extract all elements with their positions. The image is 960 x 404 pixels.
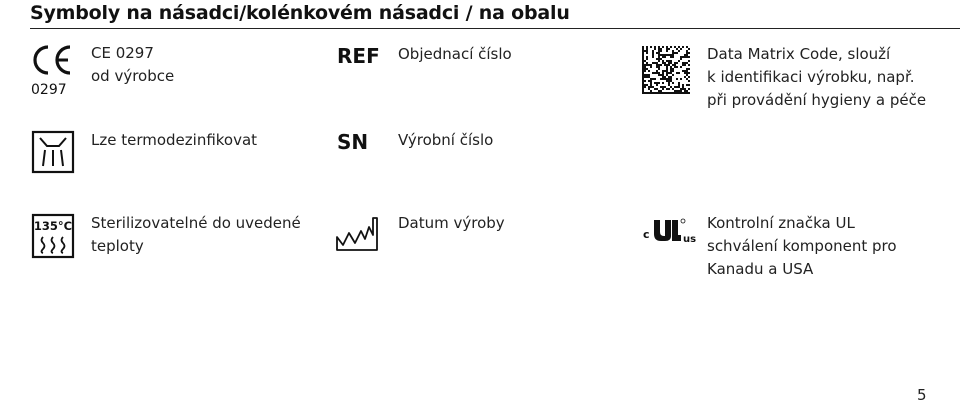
ce-mark-line: od výrobce [91,67,175,85]
ref-line: Objednací číslo [398,45,512,63]
data-matrix-icon [642,46,690,94]
ul-mark-description [707,212,897,281]
thermo-disinfect-symbol [31,130,75,174]
thermo-disinfect-icon [31,130,75,174]
sterilize-line: teploty [91,237,144,255]
sn-description [398,129,493,152]
sterilize-description [91,212,301,258]
sterilize-temperature: 135°C [33,219,73,233]
heading-rule [30,28,960,29]
page-number: 5 [917,386,927,404]
sterilize-line: Sterilizovatelné do uvedené [91,214,301,232]
ul-mark-line: Kanadu a USA [707,260,814,278]
thermo-disinfect-description [91,129,257,152]
sn-line: Výrobní číslo [398,131,494,149]
ul-c-text: c [643,228,650,241]
ul-mark-line: Kontrolní značka UL [707,214,855,232]
section-heading: Symboly na násadci/kolénkovém násadci / na obalu [30,2,570,24]
data-matrix-symbol [642,46,690,94]
manufacture-date-symbol [335,213,379,253]
ce-mark-line: CE 0297 [91,44,154,62]
ce-number: 0297 [31,82,67,98]
data-matrix-line: k identifikaci výrobku, např. [707,68,915,86]
ul-mark-icon [643,216,699,244]
manufacture-date-line: Datum výroby [398,214,505,232]
ref-description [398,43,512,66]
ce-mark-symbol [30,42,80,98]
data-matrix-line: při provádění hygieny a péče [707,91,927,109]
ce-mark-icon [30,42,80,98]
sterilize-135-symbol [31,213,75,259]
ce-mark-description [91,42,174,88]
ul-us-text: us [683,234,697,244]
manufacture-date-description [398,212,505,235]
sterilize-135-icon [31,213,75,259]
ul-mark-symbol [643,216,699,244]
thermo-disinfect-line: Lze termodezinfikovat [91,131,258,149]
ul-mark-line: schválení komponent pro [707,237,897,255]
ref-symbol: REF [337,44,380,68]
sn-symbol: SN [337,130,369,154]
data-matrix-description [707,43,926,112]
data-matrix-line: Data Matrix Code, slouží [707,45,891,63]
manufacture-date-icon [335,213,379,253]
